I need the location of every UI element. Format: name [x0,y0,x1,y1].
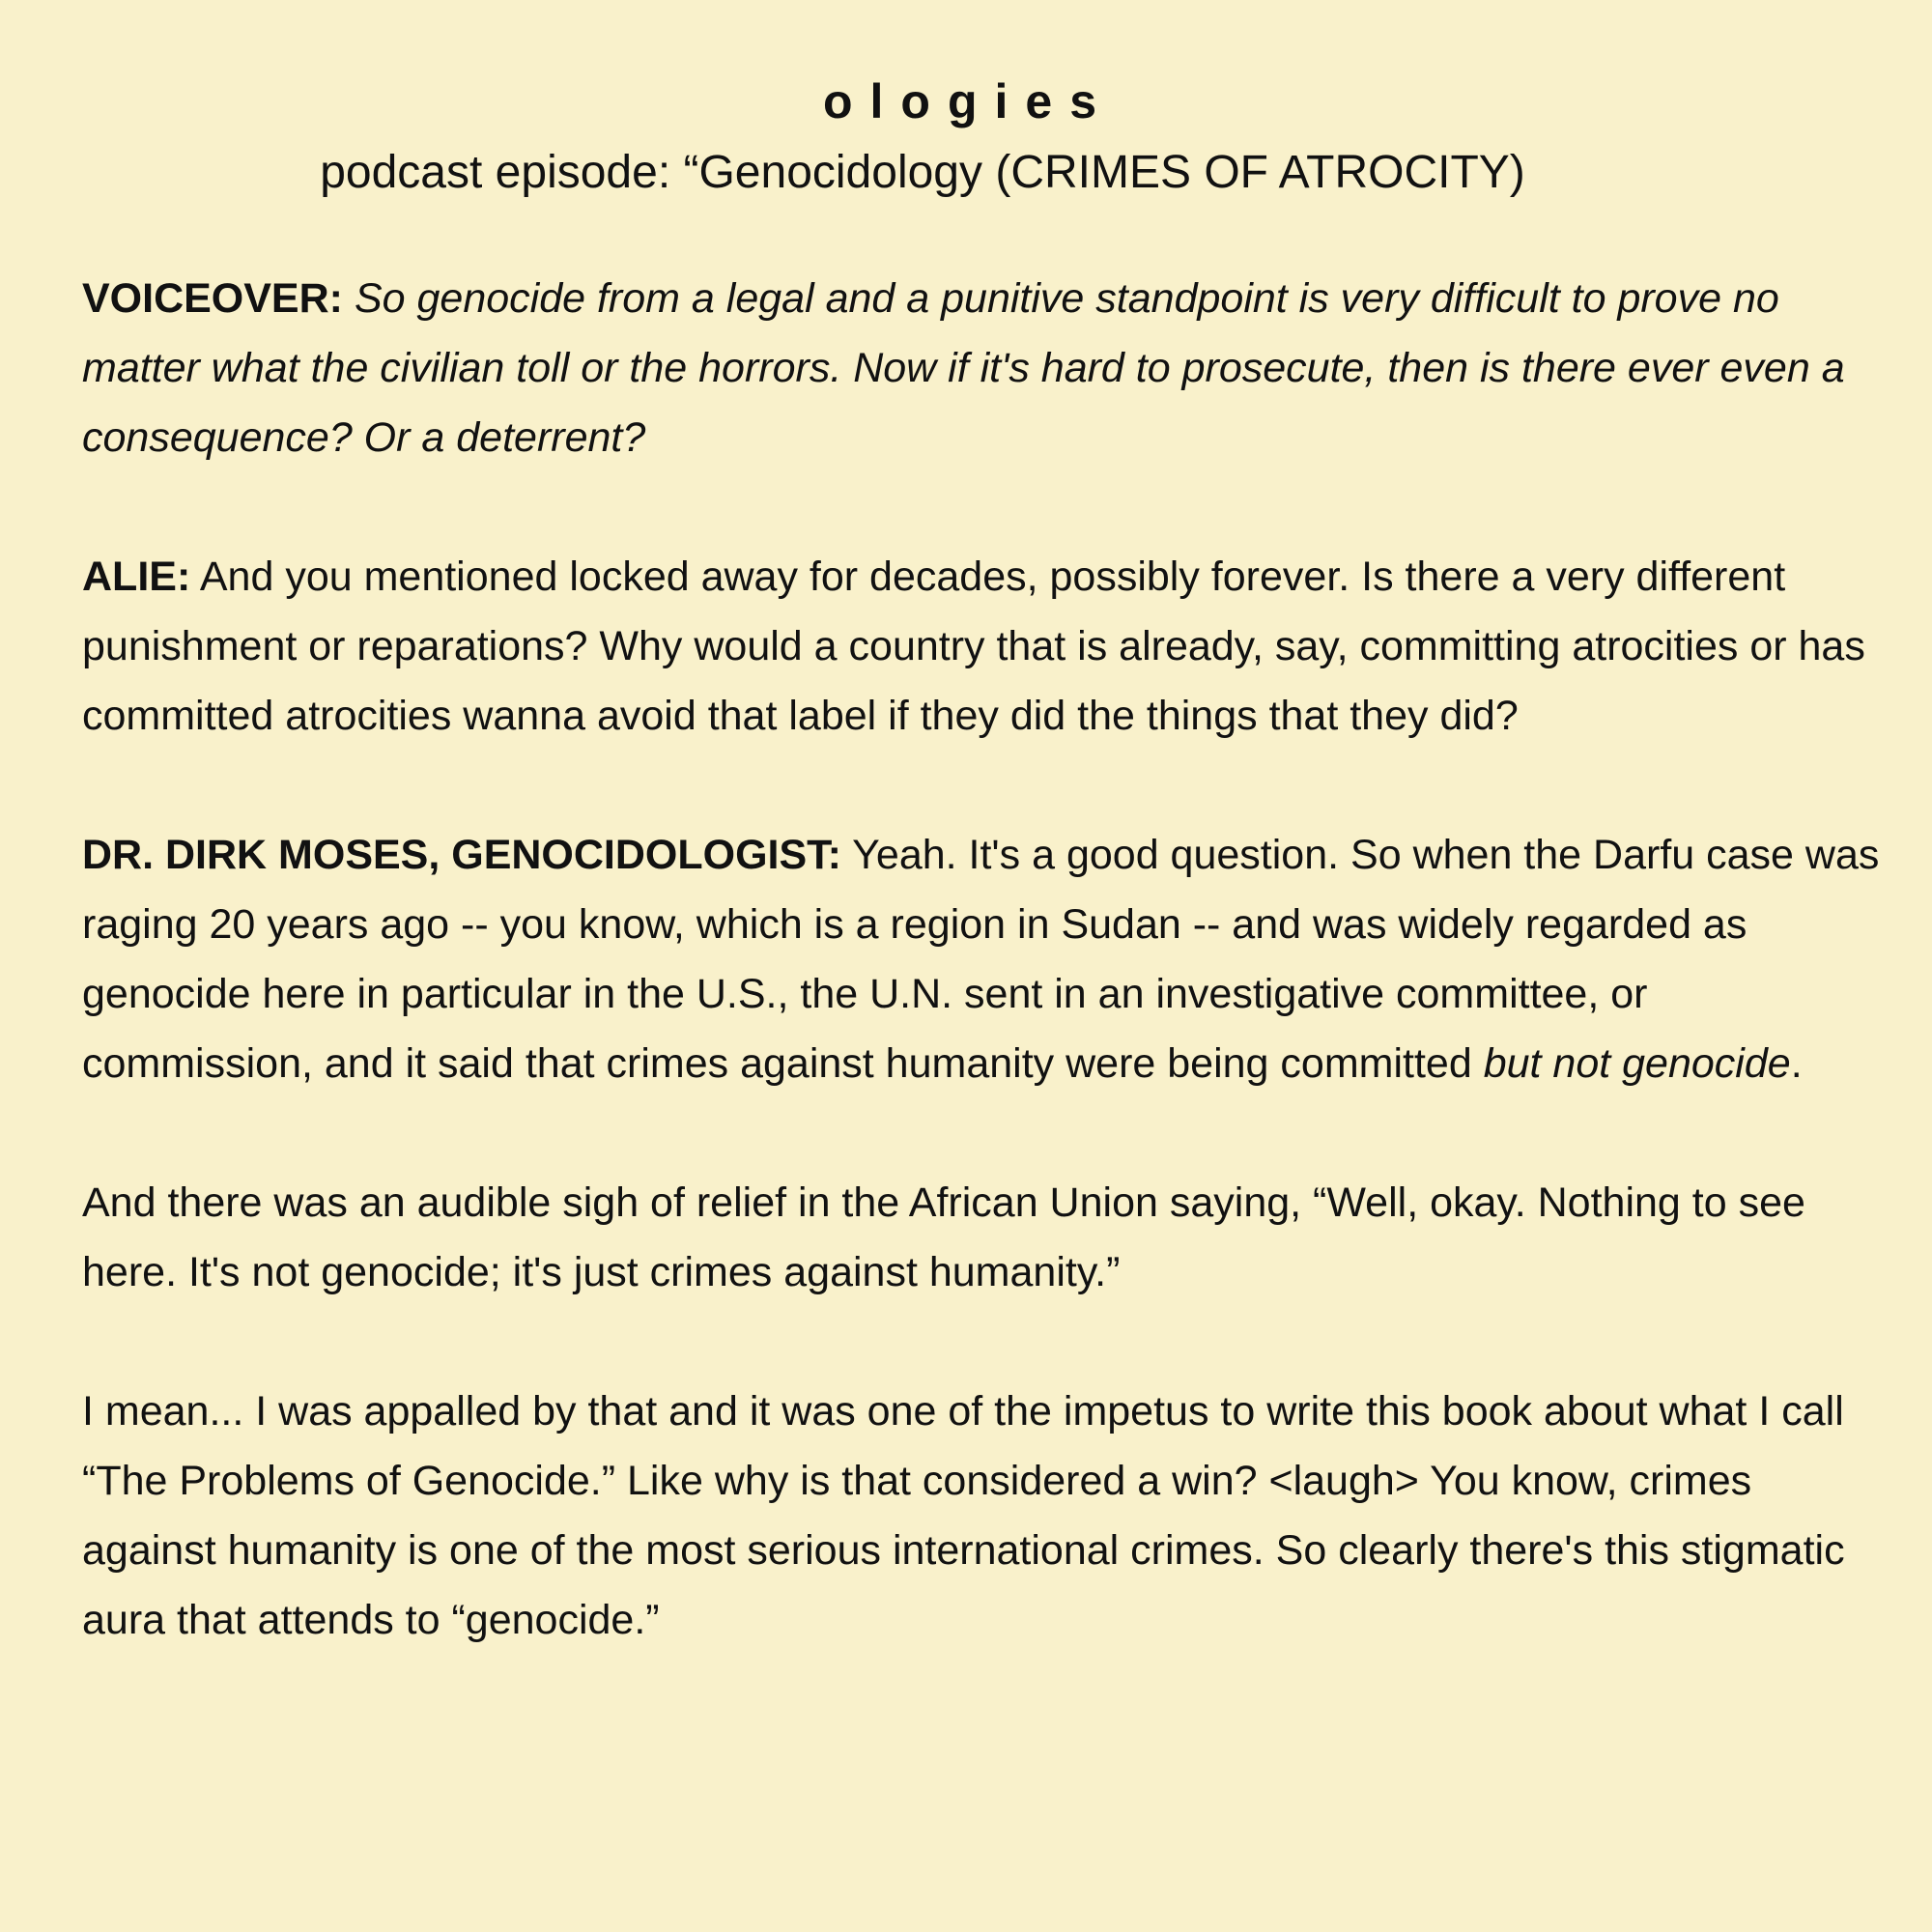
voiceover-paragraph [82,264,1884,472]
brand-title: ologies [822,74,1115,128]
moses-text: Yeah. It's a good question. So when the Darfu case was raging 20 years ago -- you know, which is a region in Sudan -- and was widely regarded as genocide here in particular in the U.S., the U.N. sent in an investigative committee, or commission, and it said that crimes against humanity were being committed [82,832,1880,1087]
moses-emphasis: but not genocide [1483,1040,1791,1087]
moses-text-end: . [1790,1040,1803,1087]
african-union-paragraph: And there was an audible sigh of relief in the African Union saying, “Well, okay. Nothing to see here. It's not genocide; it's just crimes against humanity.” [82,1179,1805,1295]
speaker-label: DR. DIRK MOSES, GENOCIDOLOGIST: [82,832,841,878]
episode-title: podcast episode: “Genocidology (CRIMES OF ATROCITY) [320,147,1525,198]
speaker-label: ALIE: [82,554,191,600]
voiceover-text: So genocide from a legal and a punitive standpoint is very difficult to prove no matter what the civilian toll or the horrors. Now if it's hard to prosecute, then is there ever even a consequence? Or a deterrent? [82,275,1845,461]
appalled-paragraph: I mean... I was appalled by that and it was one of the impetus to write this book about what I call “The Problems of Genocide.” Like why is that considered a win? <laugh> You know, crimes against humanity is one of the most serious international crimes. So clearly there's this stigmatic aura that attends to “genocide.” [82,1388,1845,1643]
alie-text: And you mentioned locked away for decades, possibly forever. Is there a very different punishment or reparations? Why would a country that is already, say, committing atrocities or has committed atrocities wanna avoid that label if they did the things that they did? [82,554,1865,739]
alie-paragraph [82,542,1884,751]
transcript-body [82,264,1884,1724]
moses-paragraph [82,820,1884,1098]
speaker-label: VOICEOVER: [82,275,343,322]
